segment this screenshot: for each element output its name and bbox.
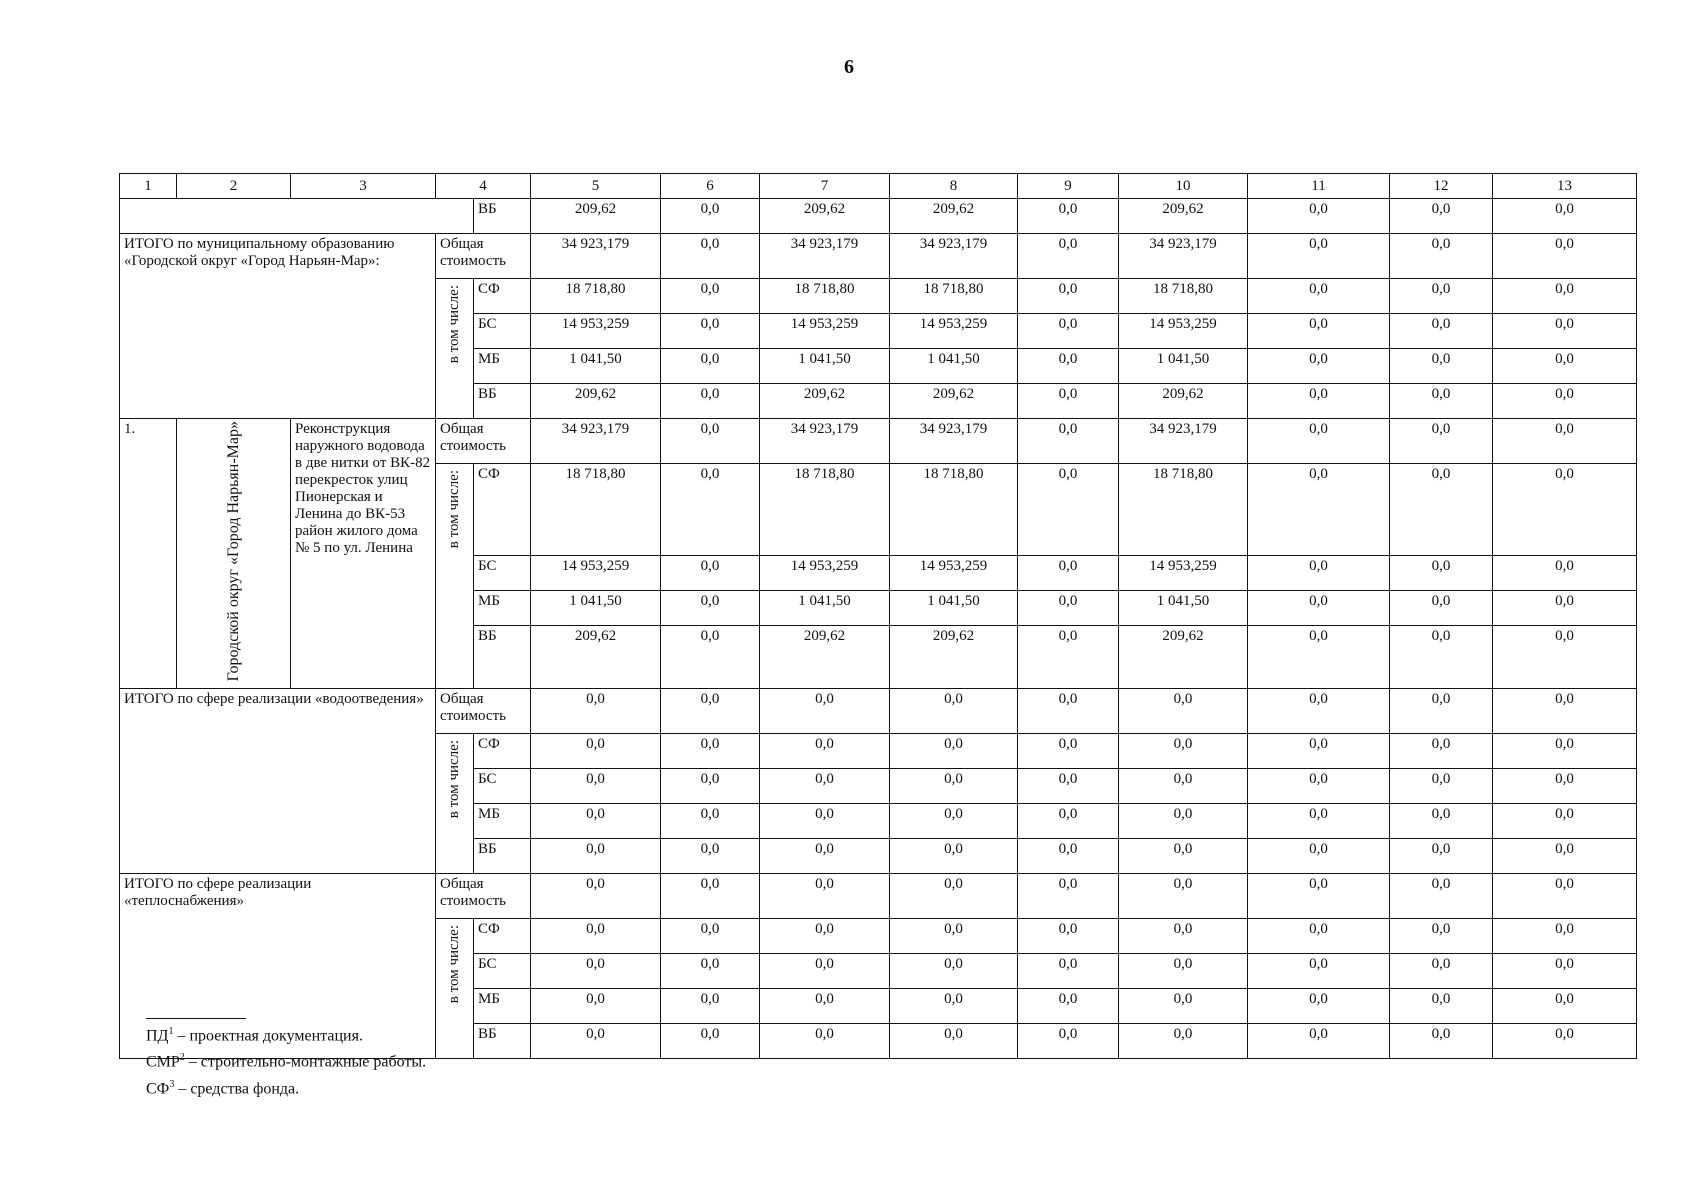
value-cell-col-13: 0,0: [1493, 314, 1637, 349]
value-cell-col-7: 18 718,80: [760, 279, 890, 314]
value-cell-col-13: 0,0: [1493, 626, 1637, 689]
total-cost-label: Общая стоимость: [436, 689, 531, 734]
value-cell-col-7: 209,62: [760, 199, 890, 234]
total-cost-label: Общая стоимость: [436, 419, 531, 464]
value-cell-col-6: 0,0: [661, 804, 760, 839]
value-cell-col-9: 0,0: [1018, 591, 1119, 626]
column-number-13: 13: [1493, 174, 1637, 199]
value-cell-col-7: 0,0: [760, 919, 890, 954]
value-cell-col-13: 0,0: [1493, 954, 1637, 989]
column-number-2: 2: [177, 174, 291, 199]
value-cell-col-7: 14 953,259: [760, 314, 890, 349]
value-cell-col-7: 0,0: [760, 689, 890, 734]
value-cell-col-7: 0,0: [760, 839, 890, 874]
value-cell-col-7: 0,0: [760, 874, 890, 919]
value-cell-col-13: 0,0: [1493, 384, 1637, 419]
source-label: МБ: [474, 591, 531, 626]
value-cell-col-7: 14 953,259: [760, 556, 890, 591]
value-cell-col-10: 34 923,179: [1119, 234, 1248, 279]
value-cell-col-6: 0,0: [661, 464, 760, 556]
value-cell-col-9: 0,0: [1018, 874, 1119, 919]
value-cell-col-11: 0,0: [1248, 556, 1390, 591]
value-cell-col-5: 0,0: [531, 954, 661, 989]
value-cell-col-6: 0,0: [661, 556, 760, 591]
value-cell-col-11: 0,0: [1248, 464, 1390, 556]
value-cell-col-12: 0,0: [1390, 839, 1493, 874]
column-number-3: 3: [291, 174, 436, 199]
value-cell-col-5: 1 041,50: [531, 349, 661, 384]
value-cell-col-12: 0,0: [1390, 234, 1493, 279]
value-cell-col-13: 0,0: [1493, 839, 1637, 874]
value-cell-col-11: 0,0: [1248, 734, 1390, 769]
footnote-abbr: ПД: [146, 1027, 169, 1045]
source-label: ВБ: [474, 384, 531, 419]
value-cell-col-9: 0,0: [1018, 349, 1119, 384]
value-cell-col-13: 0,0: [1493, 1024, 1637, 1059]
value-cell-col-6: 0,0: [661, 954, 760, 989]
value-cell-col-10: 209,62: [1119, 199, 1248, 234]
value-cell-col-11: 0,0: [1248, 874, 1390, 919]
column-number-4: 4: [436, 174, 531, 199]
value-cell-col-5: 1 041,50: [531, 591, 661, 626]
value-cell-col-12: 0,0: [1390, 769, 1493, 804]
page-number: 6: [844, 56, 854, 78]
value-cell-col-10: 0,0: [1119, 954, 1248, 989]
value-cell-col-12: 0,0: [1390, 689, 1493, 734]
value-cell-col-7: 209,62: [760, 384, 890, 419]
value-cell-col-13: 0,0: [1493, 591, 1637, 626]
value-cell-col-9: 0,0: [1018, 464, 1119, 556]
source-label: БС: [474, 314, 531, 349]
value-cell-col-12: 0,0: [1390, 556, 1493, 591]
value-cell-col-11: 0,0: [1248, 689, 1390, 734]
value-cell-col-12: 0,0: [1390, 626, 1493, 689]
column-number-5: 5: [531, 174, 661, 199]
value-cell-col-7: 0,0: [760, 989, 890, 1024]
value-cell-col-8: 0,0: [890, 804, 1018, 839]
value-cell-col-7: 0,0: [760, 1024, 890, 1059]
value-cell-col-7: 34 923,179: [760, 419, 890, 464]
value-cell-col-5: 18 718,80: [531, 279, 661, 314]
value-cell-col-9: 0,0: [1018, 734, 1119, 769]
column-number-12: 12: [1390, 174, 1493, 199]
value-cell-col-10: 14 953,259: [1119, 314, 1248, 349]
value-cell-col-5: 0,0: [531, 1024, 661, 1059]
including-label: в том числе:: [446, 740, 462, 819]
value-cell-col-13: 0,0: [1493, 689, 1637, 734]
including-label-cell: [436, 734, 474, 874]
value-cell-col-8: 0,0: [890, 689, 1018, 734]
value-cell-col-13: 0,0: [1493, 919, 1637, 954]
source-label: ВБ: [474, 199, 531, 234]
including-label: в том числе:: [446, 285, 462, 364]
value-cell-col-10: 0,0: [1119, 769, 1248, 804]
value-cell-col-10: 0,0: [1119, 689, 1248, 734]
value-cell-col-11: 0,0: [1248, 279, 1390, 314]
value-cell-col-5: 0,0: [531, 874, 661, 919]
value-cell-col-11: 0,0: [1248, 349, 1390, 384]
value-cell-col-5: 209,62: [531, 199, 661, 234]
value-cell-col-8: 0,0: [890, 874, 1018, 919]
value-cell-col-6: 0,0: [661, 626, 760, 689]
value-cell-col-7: 0,0: [760, 734, 890, 769]
value-cell-col-9: 0,0: [1018, 384, 1119, 419]
value-cell-col-6: 0,0: [661, 349, 760, 384]
footnote-divider: [146, 1018, 246, 1019]
source-label: БС: [474, 954, 531, 989]
value-cell-col-13: 0,0: [1493, 349, 1637, 384]
value-cell-col-8: 0,0: [890, 989, 1018, 1024]
total-cost-label: Общая стоимость: [436, 874, 531, 919]
value-cell-col-10: 0,0: [1119, 1024, 1248, 1059]
value-cell-col-13: 0,0: [1493, 989, 1637, 1024]
column-number-6: 6: [661, 174, 760, 199]
value-cell-col-8: 0,0: [890, 919, 1018, 954]
value-cell-col-9: 0,0: [1018, 839, 1119, 874]
source-label: ВБ: [474, 626, 531, 689]
table-row: [120, 689, 1637, 734]
column-number-10: 10: [1119, 174, 1248, 199]
value-cell-col-9: 0,0: [1018, 919, 1119, 954]
value-cell-col-8: 14 953,259: [890, 314, 1018, 349]
value-cell-col-9: 0,0: [1018, 556, 1119, 591]
value-cell-col-12: 0,0: [1390, 734, 1493, 769]
value-cell-col-11: 0,0: [1248, 419, 1390, 464]
section-title: ИТОГО по муниципальному образованию «Городской округ «Город Нарьян-Мар»:: [120, 234, 436, 419]
value-cell-col-13: 0,0: [1493, 234, 1637, 279]
value-cell-col-12: 0,0: [1390, 591, 1493, 626]
value-cell-col-9: 0,0: [1018, 314, 1119, 349]
value-cell-col-12: 0,0: [1390, 199, 1493, 234]
value-cell-col-5: 0,0: [531, 734, 661, 769]
table-row: [120, 419, 1637, 464]
value-cell-col-12: 0,0: [1390, 874, 1493, 919]
including-label-cell: [436, 919, 474, 1059]
source-label: МБ: [474, 804, 531, 839]
value-cell-col-5: 14 953,259: [531, 314, 661, 349]
value-cell-col-13: 0,0: [1493, 419, 1637, 464]
value-cell-col-10: 0,0: [1119, 804, 1248, 839]
value-cell-col-11: 0,0: [1248, 919, 1390, 954]
footnote-abbr: СФ: [146, 1079, 170, 1097]
footnote: [146, 1047, 426, 1073]
value-cell-col-10: 18 718,80: [1119, 464, 1248, 556]
value-cell-col-5: 0,0: [531, 804, 661, 839]
value-cell-col-8: 34 923,179: [890, 234, 1018, 279]
value-cell-col-5: 14 953,259: [531, 556, 661, 591]
value-cell-col-6: 0,0: [661, 874, 760, 919]
value-cell-col-8: 209,62: [890, 199, 1018, 234]
value-cell-col-7: 0,0: [760, 804, 890, 839]
municipality-name: [177, 419, 291, 689]
value-cell-col-6: 0,0: [661, 199, 760, 234]
value-cell-col-11: 0,0: [1248, 591, 1390, 626]
value-cell-col-6: 0,0: [661, 1024, 760, 1059]
value-cell-col-12: 0,0: [1390, 919, 1493, 954]
footnote-mark: 3: [169, 1078, 175, 1090]
value-cell-col-7: 34 923,179: [760, 234, 890, 279]
value-cell-col-9: 0,0: [1018, 234, 1119, 279]
value-cell-col-11: 0,0: [1248, 839, 1390, 874]
value-cell-col-5: 0,0: [531, 689, 661, 734]
value-cell-col-11: 0,0: [1248, 314, 1390, 349]
value-cell-col-13: 0,0: [1493, 734, 1637, 769]
value-cell-col-9: 0,0: [1018, 199, 1119, 234]
source-label: СФ: [474, 734, 531, 769]
financing-table: [119, 173, 1637, 1059]
value-cell-col-12: 0,0: [1390, 464, 1493, 556]
value-cell-col-7: 0,0: [760, 954, 890, 989]
value-cell-col-10: 0,0: [1119, 874, 1248, 919]
value-cell-col-8: 0,0: [890, 954, 1018, 989]
project-name: Реконструкция наружного водовода в две нитки от ВК-82 перекресток улиц Пионерская и Ленина до ВК-53 район жилого дома № 5 по ул. Ленина: [291, 419, 436, 689]
value-cell-col-9: 0,0: [1018, 804, 1119, 839]
value-cell-col-6: 0,0: [661, 989, 760, 1024]
footnotes: [146, 1018, 426, 1100]
value-cell-col-7: 0,0: [760, 769, 890, 804]
value-cell-col-8: 209,62: [890, 626, 1018, 689]
value-cell-col-8: 1 041,50: [890, 349, 1018, 384]
footnote-text: – проектная документация.: [173, 1027, 363, 1045]
value-cell-col-9: 0,0: [1018, 954, 1119, 989]
value-cell-col-12: 0,0: [1390, 384, 1493, 419]
blank-cell: [120, 199, 474, 234]
footnote-mark: 1: [168, 1026, 174, 1037]
source-label: СФ: [474, 279, 531, 314]
value-cell-col-13: 0,0: [1493, 464, 1637, 556]
value-cell-col-12: 0,0: [1390, 419, 1493, 464]
value-cell-col-10: 1 041,50: [1119, 349, 1248, 384]
value-cell-col-10: 0,0: [1119, 839, 1248, 874]
footnote-mark: 2: [179, 1052, 185, 1064]
value-cell-col-6: 0,0: [661, 919, 760, 954]
value-cell-col-9: 0,0: [1018, 279, 1119, 314]
total-cost-label: Общая стоимость: [436, 234, 531, 279]
value-cell-col-11: 0,0: [1248, 989, 1390, 1024]
value-cell-col-12: 0,0: [1390, 1024, 1493, 1059]
value-cell-col-6: 0,0: [661, 734, 760, 769]
value-cell-col-6: 0,0: [661, 314, 760, 349]
source-label: МБ: [474, 349, 531, 384]
value-cell-col-12: 0,0: [1390, 989, 1493, 1024]
value-cell-col-12: 0,0: [1390, 314, 1493, 349]
source-label: БС: [474, 769, 531, 804]
value-cell-col-5: 0,0: [531, 839, 661, 874]
value-cell-col-12: 0,0: [1390, 349, 1493, 384]
column-number-9: 9: [1018, 174, 1119, 199]
including-label-cell: [436, 464, 474, 689]
value-cell-col-5: 34 923,179: [531, 419, 661, 464]
value-cell-col-8: 0,0: [890, 839, 1018, 874]
value-cell-col-11: 0,0: [1248, 234, 1390, 279]
value-cell-col-8: 0,0: [890, 769, 1018, 804]
value-cell-col-5: 18 718,80: [531, 464, 661, 556]
value-cell-col-10: 18 718,80: [1119, 279, 1248, 314]
value-cell-col-10: 34 923,179: [1119, 419, 1248, 464]
value-cell-col-12: 0,0: [1390, 954, 1493, 989]
value-cell-col-10: 0,0: [1119, 989, 1248, 1024]
value-cell-col-13: 0,0: [1493, 874, 1637, 919]
value-cell-col-9: 0,0: [1018, 626, 1119, 689]
column-number-8: 8: [890, 174, 1018, 199]
value-cell-col-8: 209,62: [890, 384, 1018, 419]
footnote-text: – средства фонда.: [174, 1079, 300, 1097]
value-cell-col-13: 0,0: [1493, 769, 1637, 804]
value-cell-col-13: 0,0: [1493, 556, 1637, 591]
table-row: [120, 874, 1637, 919]
value-cell-col-7: 1 041,50: [760, 349, 890, 384]
including-label: в том числе:: [446, 925, 462, 1004]
column-number-row: [120, 174, 1637, 199]
value-cell-col-5: 0,0: [531, 919, 661, 954]
value-cell-col-5: 34 923,179: [531, 234, 661, 279]
value-cell-col-6: 0,0: [661, 419, 760, 464]
value-cell-col-10: 209,62: [1119, 384, 1248, 419]
source-label: ВБ: [474, 1024, 531, 1059]
column-number-11: 11: [1248, 174, 1390, 199]
value-cell-col-11: 0,0: [1248, 769, 1390, 804]
municipality-label: Городской округ «Город Нарьян-Мар»: [224, 421, 242, 682]
table-row: [120, 234, 1637, 279]
value-cell-col-10: 0,0: [1119, 734, 1248, 769]
value-cell-col-12: 0,0: [1390, 279, 1493, 314]
value-cell-col-10: 1 041,50: [1119, 591, 1248, 626]
value-cell-col-6: 0,0: [661, 279, 760, 314]
project-number: 1.: [120, 419, 177, 689]
value-cell-col-6: 0,0: [661, 384, 760, 419]
value-cell-col-6: 0,0: [661, 769, 760, 804]
column-number-7: 7: [760, 174, 890, 199]
value-cell-col-8: 14 953,259: [890, 556, 1018, 591]
footnote: [146, 1021, 426, 1047]
value-cell-col-7: 18 718,80: [760, 464, 890, 556]
value-cell-col-11: 0,0: [1248, 199, 1390, 234]
source-label: СФ: [474, 464, 531, 556]
value-cell-col-6: 0,0: [661, 689, 760, 734]
including-label-cell: [436, 279, 474, 419]
value-cell-col-5: 209,62: [531, 384, 661, 419]
value-cell-col-8: 34 923,179: [890, 419, 1018, 464]
source-label: ВБ: [474, 839, 531, 874]
value-cell-col-11: 0,0: [1248, 626, 1390, 689]
value-cell-col-13: 0,0: [1493, 199, 1637, 234]
value-cell-col-10: 0,0: [1119, 919, 1248, 954]
value-cell-col-8: 18 718,80: [890, 279, 1018, 314]
value-cell-col-11: 0,0: [1248, 384, 1390, 419]
including-label: в том числе:: [446, 470, 462, 549]
value-cell-col-8: 0,0: [890, 1024, 1018, 1059]
value-cell-col-9: 0,0: [1018, 769, 1119, 804]
value-cell-col-9: 0,0: [1018, 419, 1119, 464]
source-label: БС: [474, 556, 531, 591]
value-cell-col-8: 1 041,50: [890, 591, 1018, 626]
value-cell-col-6: 0,0: [661, 591, 760, 626]
value-cell-col-5: 209,62: [531, 626, 661, 689]
value-cell-col-8: 18 718,80: [890, 464, 1018, 556]
value-cell-col-8: 0,0: [890, 734, 1018, 769]
footnote-abbr: СМР: [146, 1053, 180, 1071]
source-label: СФ: [474, 919, 531, 954]
value-cell-col-7: 1 041,50: [760, 591, 890, 626]
column-number-1: 1: [120, 174, 177, 199]
value-cell-col-9: 0,0: [1018, 989, 1119, 1024]
value-cell-col-11: 0,0: [1248, 804, 1390, 839]
source-label: МБ: [474, 989, 531, 1024]
value-cell-col-12: 0,0: [1390, 804, 1493, 839]
value-cell-col-7: 209,62: [760, 626, 890, 689]
value-cell-col-5: 0,0: [531, 769, 661, 804]
value-cell-col-9: 0,0: [1018, 1024, 1119, 1059]
value-cell-col-6: 0,0: [661, 839, 760, 874]
footnote: [146, 1074, 426, 1100]
table-row: [120, 199, 1637, 234]
value-cell-col-11: 0,0: [1248, 954, 1390, 989]
value-cell-col-10: 14 953,259: [1119, 556, 1248, 591]
value-cell-col-11: 0,0: [1248, 1024, 1390, 1059]
section-title: ИТОГО по сфере реализации «теплоснабжения»: [120, 874, 436, 1059]
value-cell-col-5: 0,0: [531, 989, 661, 1024]
value-cell-col-13: 0,0: [1493, 279, 1637, 314]
section-title: ИТОГО по сфере реализации «водоотведения»: [120, 689, 436, 874]
value-cell-col-13: 0,0: [1493, 804, 1637, 839]
value-cell-col-10: 209,62: [1119, 626, 1248, 689]
value-cell-col-6: 0,0: [661, 234, 760, 279]
value-cell-col-9: 0,0: [1018, 689, 1119, 734]
footnote-text: – строительно-монтажные работы.: [184, 1053, 427, 1071]
